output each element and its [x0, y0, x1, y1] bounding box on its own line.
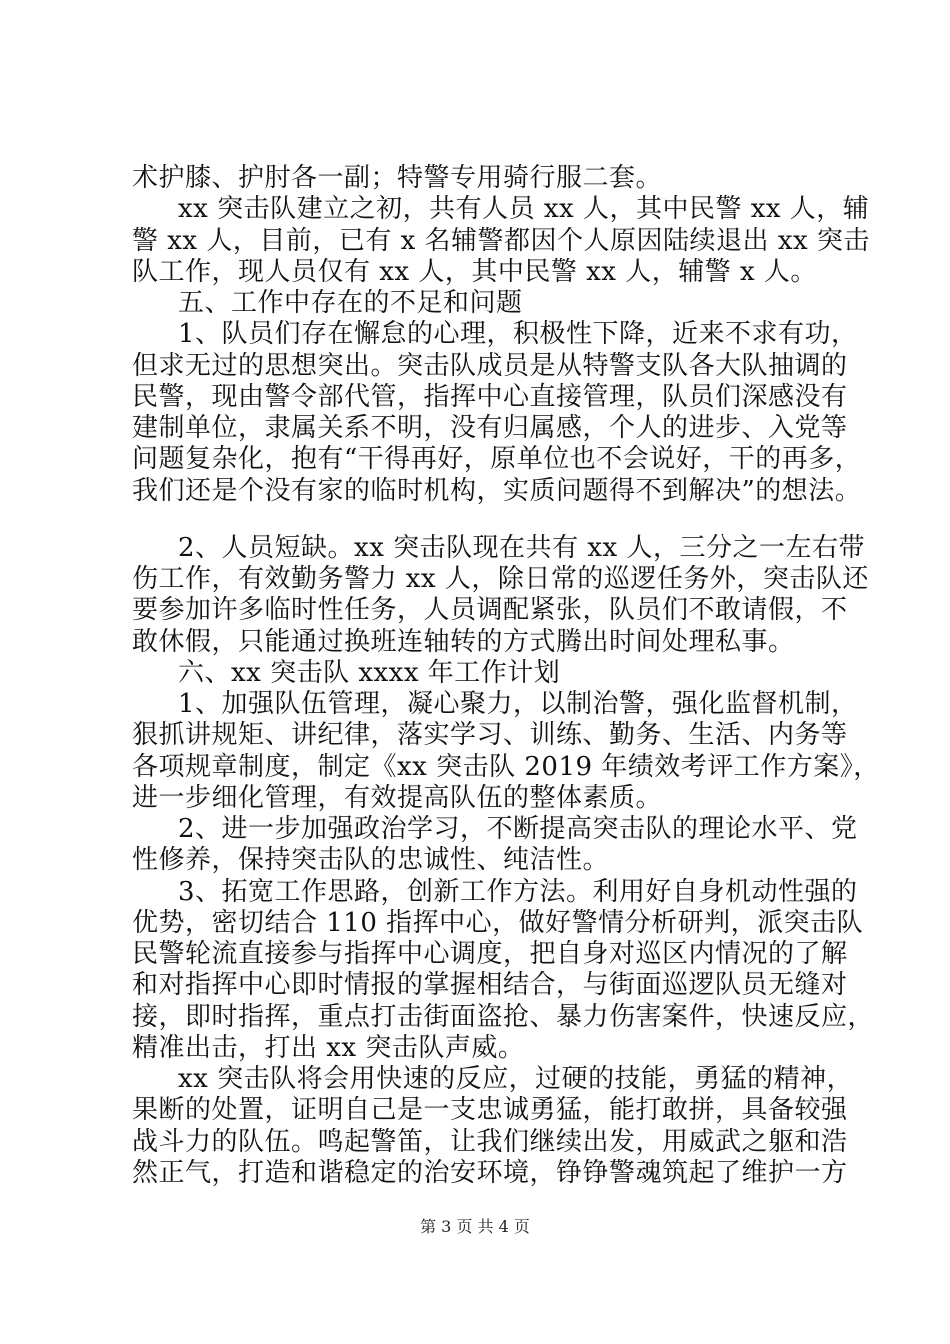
text-line: 性修养，保持突击队的忠诚性、纯洁性。	[132, 845, 610, 875]
paragraph-start: 1、队员们存在懈怠的心理，积极性下降，近来不求有功，	[178, 319, 858, 349]
text-line: 战斗力的队伍。鸣起警笛，让我们继续出发，用威武之躯和浩	[132, 1127, 848, 1157]
paragraph-start: 2、进一步加强政治学习，不断提高突击队的理论水平、党	[178, 814, 858, 844]
text-line: 问题复杂化，抱有“干得再好，原单位也不会说好，干的再多，	[132, 444, 862, 474]
text-line: 进一步细化管理，有效提高队伍的整体素质。	[132, 783, 663, 813]
text-line: 术护膝、护肘各一副；特警专用骑行服二套。	[132, 163, 663, 193]
paragraph-start: 3、拓宽工作思路，创新工作方法。利用好自身机动性强的	[178, 877, 858, 907]
text-line: 伤工作，有效勤务警力 xx 人，除日常的巡逻任务外，突击队还	[132, 564, 869, 594]
section-heading: 五、工作中存在的不足和问题	[178, 288, 523, 318]
text-line: 警 xx 人，目前，已有 x 名辅警都因个人原因陆续退出 xx 突击	[132, 226, 870, 256]
text-line: 敢休假，只能通过换班连轴转的方式腾出时间处理私事。	[132, 627, 795, 657]
page-footer: 第 3 页 共 4 页	[420, 1217, 530, 1236]
text-line: 要参加许多临时性任务，人员调配紧张，队员们不敢请假，不	[132, 595, 848, 625]
paragraph-start: xx 突击队建立之初，共有人员 xx 人，其中民警 xx 人，辅	[178, 194, 870, 224]
text-line: 果断的处置，证明自己是一支忠诚勇猛，能打敢拼，具备较强	[132, 1095, 848, 1125]
paragraph-start: 2、人员短缺。xx 突击队现在共有 xx 人，三分之一左右带	[178, 533, 865, 563]
paragraph-start: xx 突击队将会用快速的反应，过硬的技能，勇猛的精神，	[178, 1064, 854, 1094]
text-line: 狠抓讲规矩、讲纪律，落实学习、训练、勤务、生活、内务等	[132, 720, 848, 750]
text-line: 我们还是个没有家的临时机构，实质问题得不到解决”的想法。	[132, 476, 862, 506]
text-line: 但求无过的思想突出。突击队成员是从特警支队各大队抽调的	[132, 351, 848, 381]
text-line: 建制单位，隶属关系不明，没有归属感，个人的进步、入党等	[132, 413, 848, 443]
text-line: 各项规章制度，制定《xx 突击队 2019 年绩效考评工作方案》，	[132, 752, 880, 782]
text-line: 队工作，现人员仅有 xx 人，其中民警 xx 人，辅警 x 人。	[132, 257, 817, 287]
text-line: 民警轮流直接参与指挥中心调度，把自身对巡区内情况的了解	[132, 939, 848, 969]
paragraph-start: 1、加强队伍管理，凝心聚力，以制治警，强化监督机制，	[178, 689, 858, 719]
text-line: 和对指挥中心即时情报的掌握相结合，与街面巡逻队员无缝对	[132, 970, 848, 1000]
text-line: 优势，密切结合 110 指挥中心，做好警情分析研判，派突击队	[132, 908, 864, 938]
section-heading: 六、xx 突击队 xxxx 年工作计划	[178, 658, 561, 688]
text-line: 接，即时指挥，重点打击街面盗抢、暴力伤害案件，快速反应，	[132, 1002, 875, 1032]
text-line: 然正气，打造和谐稳定的治安环境，铮铮警魂筑起了维护一方	[132, 1158, 848, 1188]
text-line: 精准出击，打出 xx 突击队声威。	[132, 1033, 525, 1063]
text-line: 民警，现由警令部代管，指挥中心直接管理，队员们深感没有	[132, 382, 848, 412]
